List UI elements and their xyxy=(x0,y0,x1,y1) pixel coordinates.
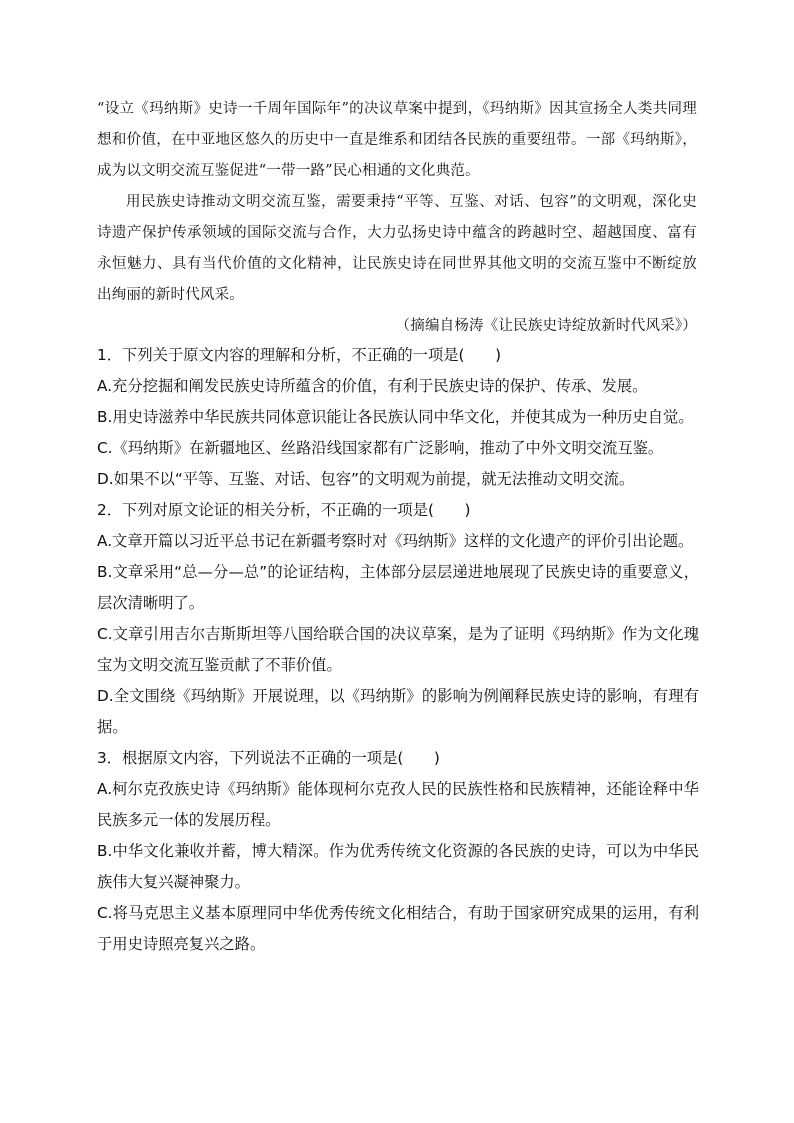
question-stem: 3．根据原文内容，下列说法不正确的一项是( ) xyxy=(97,749,440,767)
reading-passage xyxy=(97,94,697,342)
option-a: A.文章开篇以习近平总书记在新疆考察时对《玛纳斯》这样的文化遗产的评价引出论题。 xyxy=(97,532,694,550)
option-c: C.文章引用吉尔吉斯斯坦等八国给联合国的决议草案，是为了证明《玛纳斯》作为文化瑰宝为文明交流互鉴贡献了不菲价值。 xyxy=(97,625,699,674)
passage-paragraph: “设立《玛纳斯》史诗一千周年国际年”的决议草案中提到，《玛纳斯》因其宣扬全人类共同理想和价值，在中亚地区悠久的历史中一直是维系和团结各民族的重要纽带。一部《玛纳斯》，成为以文明交流互鉴促进“一带一路”民心相通的文化典范。 xyxy=(97,101,697,179)
option-d: D.如果不以“平等、互鉴、对话、包容”的文明观为前提，就无法推动文明交流。 xyxy=(97,470,635,488)
passage-source: （摘编自杨涛《让民族史诗绽放新时代风采》） xyxy=(395,318,697,334)
option-b: B.用史诗滋养中华民族共同体意识能让各民族认同中华文化，并使其成为一种历史自觉。 xyxy=(97,408,694,426)
option-c: C.将马克思主义基本原理同中华优秀传统文化相结合，有助于国家研究成果的运用，有利于用史诗照亮复兴之路。 xyxy=(97,904,699,953)
option-a: A.充分挖掘和阐发民族史诗所蕴含的价值，有利于民族史诗的保护、传承、发展。 xyxy=(97,377,648,395)
option-c: C.《玛纳斯》在新疆地区、丝路沿线国家都有广泛影响，推动了中外文明交流互鉴。 xyxy=(97,439,664,457)
option-a: A.柯尔克孜族史诗《玛纳斯》能体现柯尔克孜人民的民族性格和民族精神，还能诠释中华民族多元一体的发展历程。 xyxy=(97,780,699,829)
passage-paragraph: 用民族史诗推动文明交流互鉴，需要秉持“平等、互鉴、对话、包容”的文明观，深化史诗遗产保护传承领域的国际交流与合作，大力弘扬史诗中蕴含的跨越时空、超越国度、富有永恒魅力、具有当代价值的文化精神，让民族史诗在同世界其他文明的交流互鉴中不断绽放出绚丽的新时代风采。 xyxy=(97,194,697,303)
question-stem: 1．下列关于原文内容的理解和分析，不正确的一项是( ) xyxy=(97,346,502,364)
option-b: B.中华文化兼收并蓄，博大精深。作为优秀传统文化资源的各民族的史诗，可以为中华民族伟大复兴凝神聚力。 xyxy=(97,842,699,891)
question-list xyxy=(97,340,699,960)
option-b: B.文章采用“总—分—总”的论证结构，主体部分层层递进地展现了民族史诗的重要意义，层次清晰明了。 xyxy=(97,563,699,612)
option-d: D.全文围绕《玛纳斯》开展说理，以《玛纳斯》的影响为例阐释民族史诗的影响，有理有据。 xyxy=(97,687,699,736)
question-stem: 2．下列对原文论证的相关分析，不正确的一项是( ) xyxy=(97,501,471,519)
